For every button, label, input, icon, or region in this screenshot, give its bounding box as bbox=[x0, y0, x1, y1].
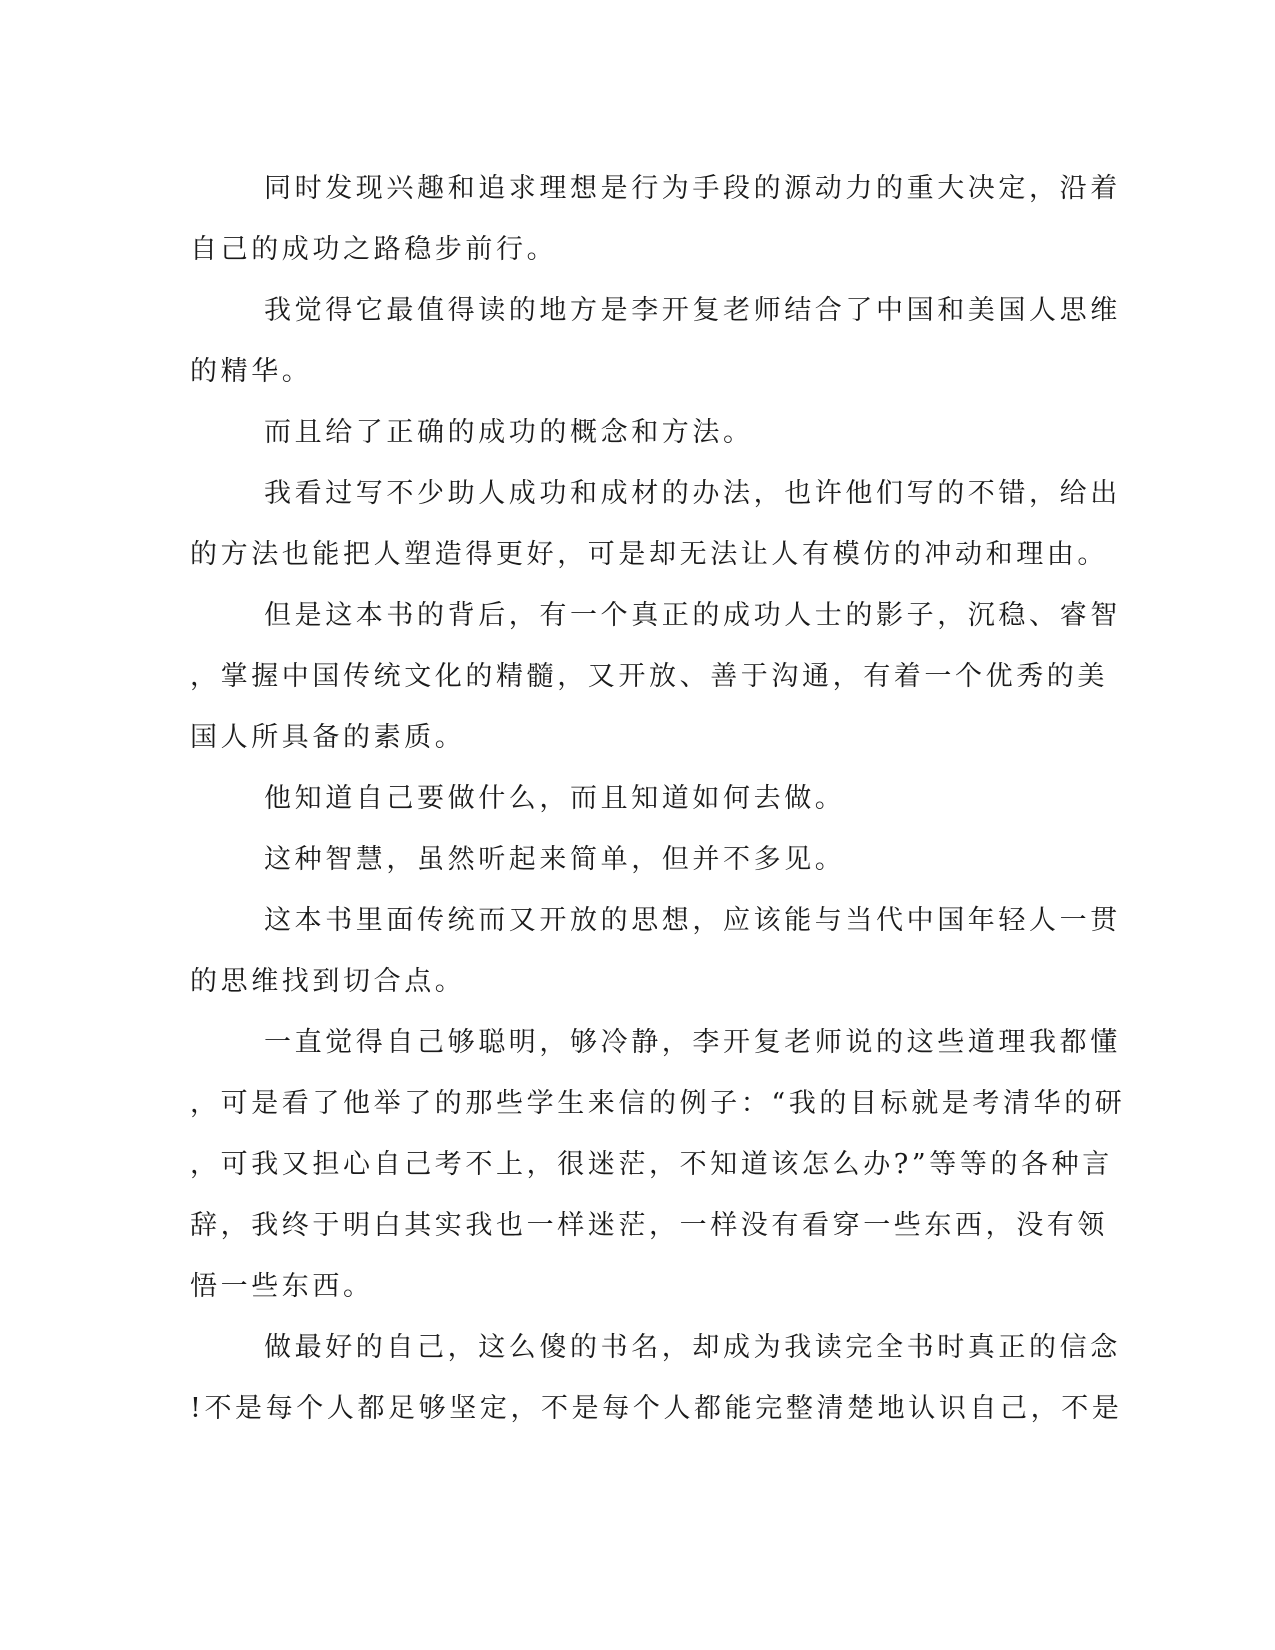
paragraph-line: 辞，我终于明白其实我也一样迷茫，一样没有看穿一些东西，没有领 bbox=[190, 1210, 1108, 1241]
paragraph-line: !不是每个人都足够坚定，不是每个人都能完整清楚地认识自己，不是 bbox=[190, 1393, 1123, 1424]
paragraph-line: 我看过写不少助人成功和成材的办法，也许他们写的不错，给出 bbox=[264, 478, 1121, 509]
paragraph-line: 的精华。 bbox=[190, 356, 313, 387]
paragraph-line: 而且给了正确的成功的概念和方法。 bbox=[264, 417, 754, 448]
paragraph-line: 做最好的自己，这么傻的书名，却成为我读完全书时真正的信念 bbox=[264, 1332, 1121, 1363]
paragraph-line: 国人所具备的素质。 bbox=[190, 722, 466, 753]
paragraph-line: 他知道自己要做什么，而且知道如何去做。 bbox=[264, 783, 846, 814]
paragraph-line: 我觉得它最值得读的地方是李开复老师结合了中国和美国人思维 bbox=[264, 295, 1121, 326]
paragraph-line: 同时发现兴趣和追求理想是行为手段的源动力的重大决定，沿着 bbox=[264, 173, 1121, 204]
paragraph-line: ，可我又担心自己考不上，很迷茫，不知道该怎么办?”等等的各种言 bbox=[190, 1149, 1113, 1180]
paragraph-line: 的方法也能把人塑造得更好，可是却无法让人有模仿的冲动和理由。 bbox=[190, 539, 1108, 570]
paragraph-line: 的思维找到切合点。 bbox=[190, 966, 466, 997]
paragraph-line: 悟一些东西。 bbox=[190, 1271, 374, 1302]
paragraph-line: 这种智慧，虽然听起来简单，但并不多见。 bbox=[264, 844, 846, 875]
document-body bbox=[190, 158, 1126, 1439]
paragraph-line: ，可是看了他举了的那些学生来信的例子：“我的目标就是考清华的研 bbox=[190, 1088, 1126, 1119]
paragraph-line: 一直觉得自己够聪明，够冷静，李开复老师说的这些道理我都懂 bbox=[264, 1027, 1121, 1058]
paragraph-line: ，掌握中国传统文化的精髓，又开放、善于沟通，有着一个优秀的美 bbox=[190, 661, 1108, 692]
paragraph-line: 这本书里面传统而又开放的思想，应该能与当代中国年轻人一贯 bbox=[264, 905, 1121, 936]
paragraph-line: 但是这本书的背后，有一个真正的成功人士的影子，沉稳、睿智 bbox=[264, 600, 1121, 631]
paragraph-line: 自己的成功之路稳步前行。 bbox=[190, 234, 558, 265]
